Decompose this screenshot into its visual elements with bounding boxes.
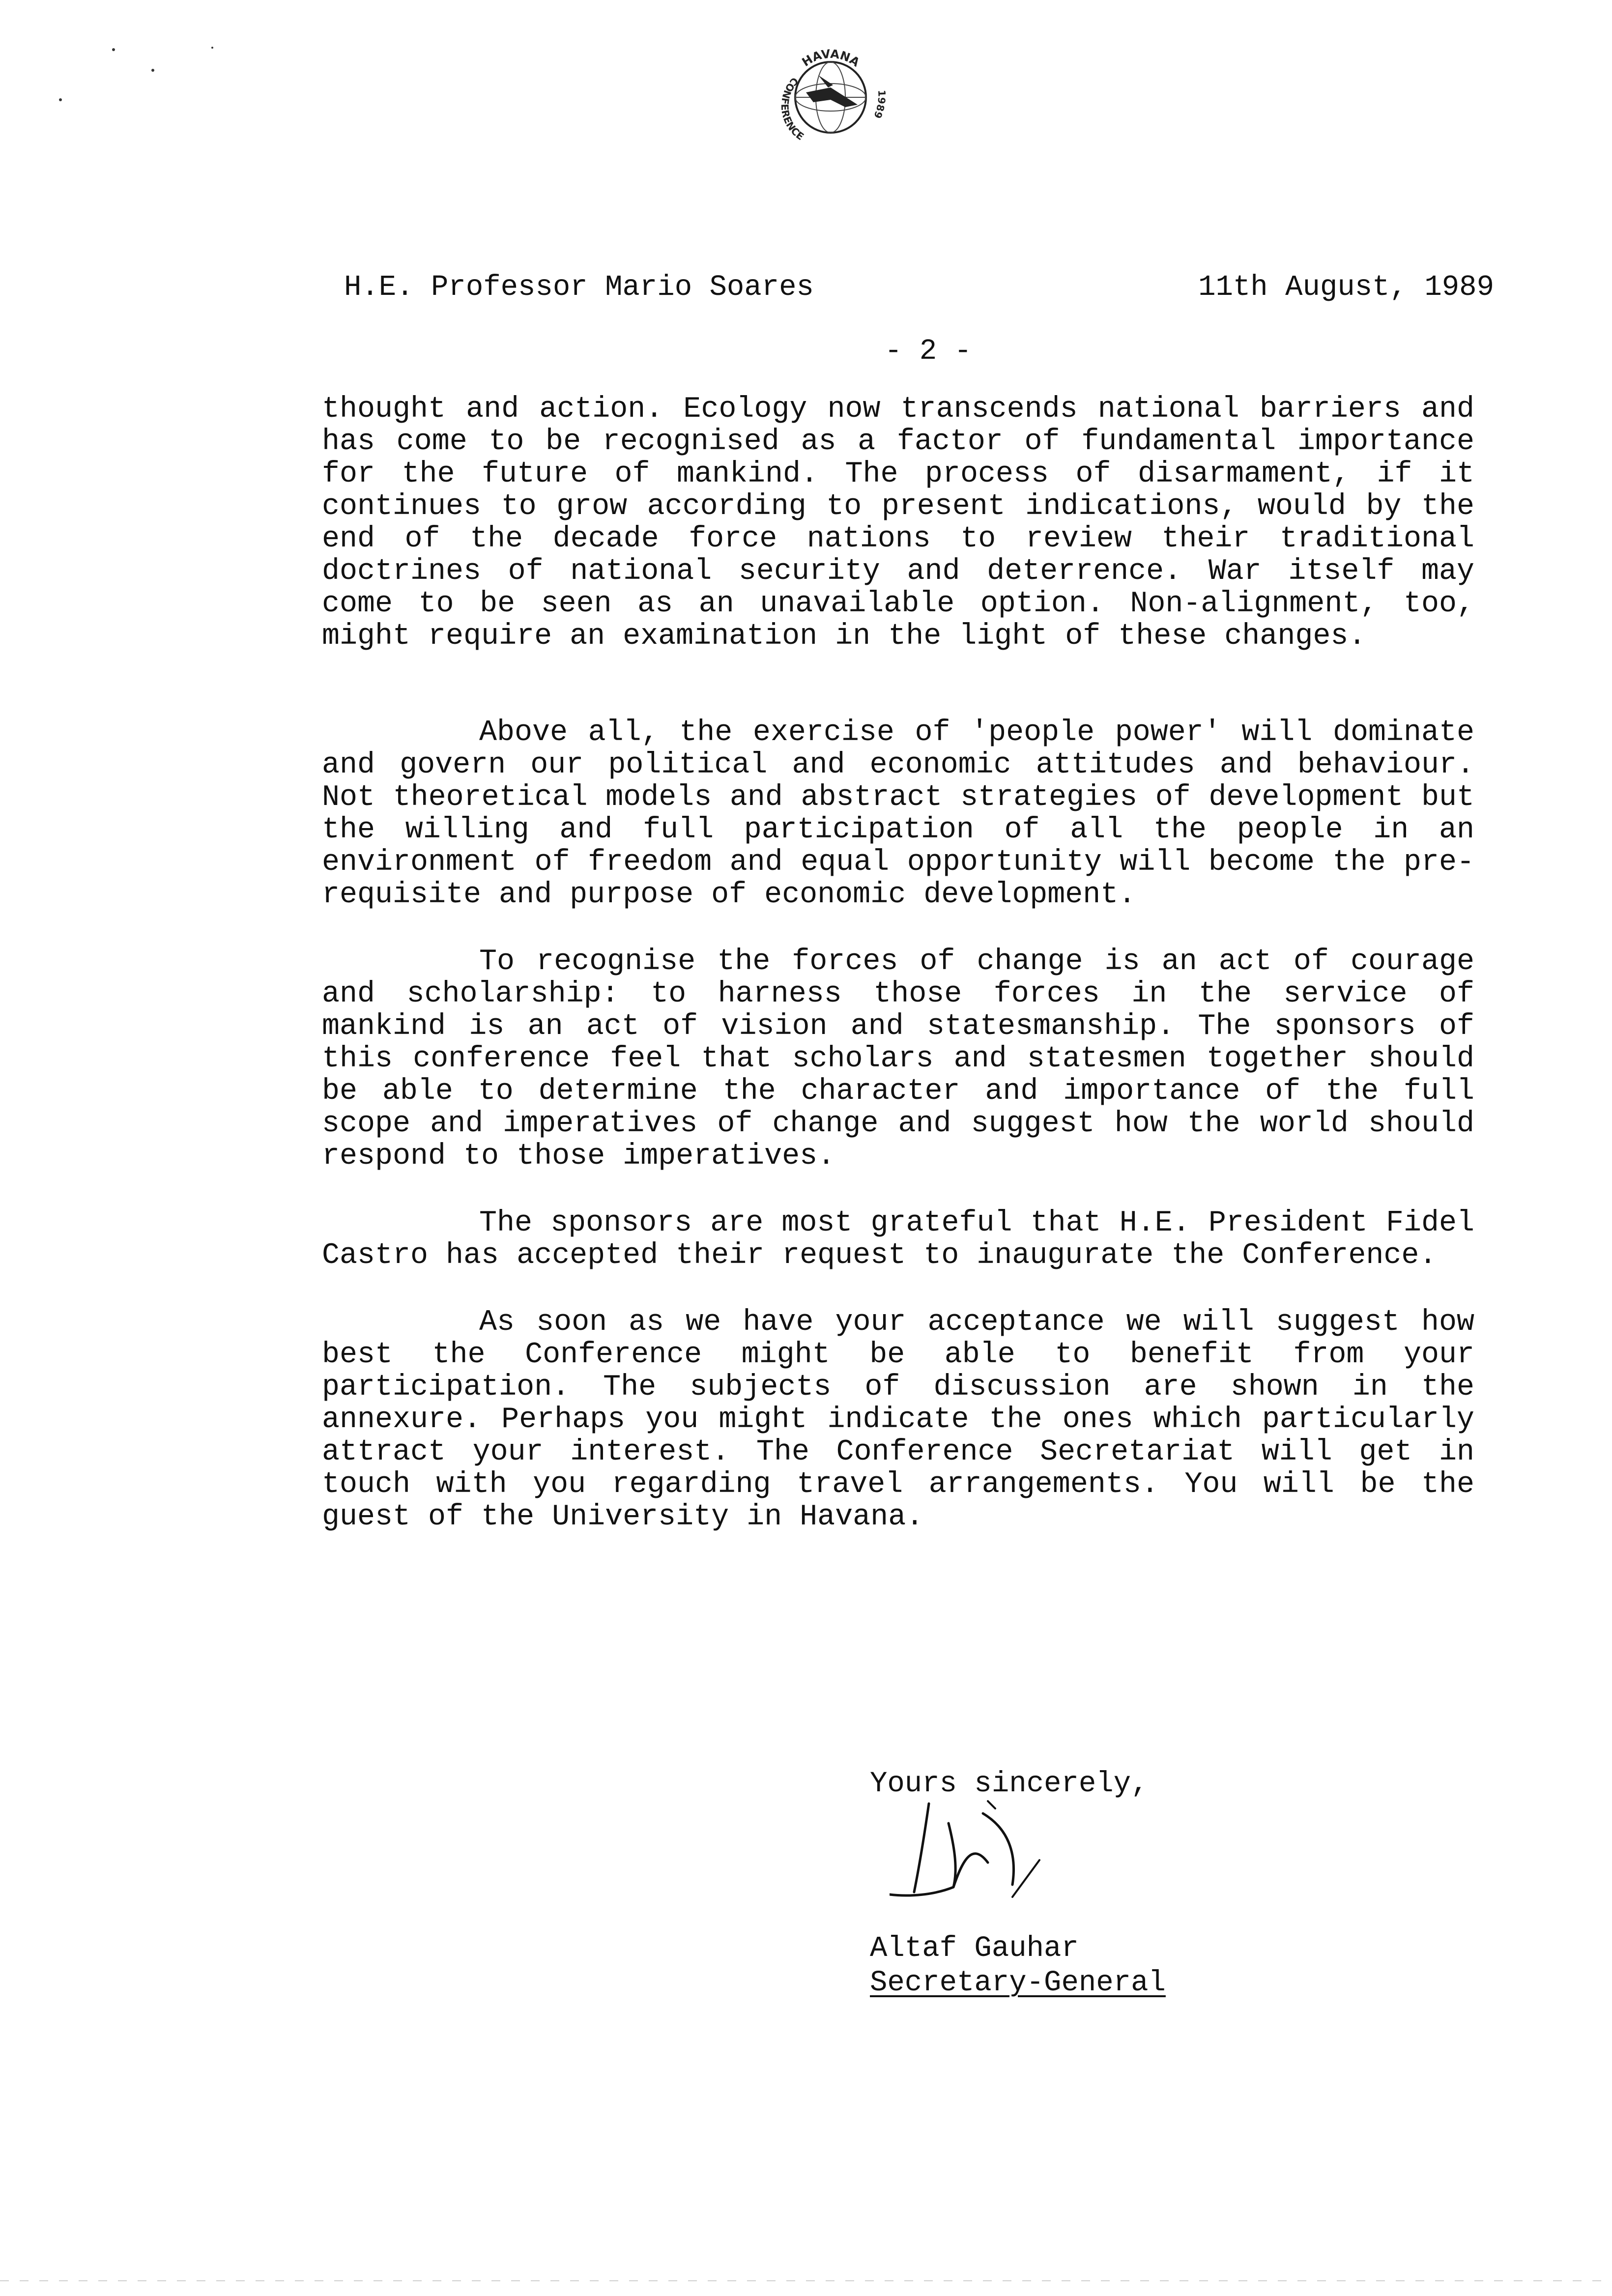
signature-icon	[890, 1799, 1096, 1936]
letter-header	[344, 268, 1494, 307]
svg-text:CONFERENCE	[779, 75, 806, 143]
body-paragraph: As soon as we have your acceptance we will suggest how best the Conference might be able to benefit from your participation. The subjects of discussion are shown in the annexure. Perhaps you might indicate the ones which particularly attract your interest. The Conference Secretariat will get in touch with you regarding travel arrangements. You will be the guest of the University in Havana.	[322, 1306, 1474, 1534]
body-paragraph: The sponsors are most grateful that H.E. President Fidel Castro has accepted their request to inaugurate the Conference.	[322, 1206, 1474, 1272]
letter-body	[322, 393, 1474, 1533]
speck	[59, 98, 62, 101]
body-paragraph: thought and action. Ecology now transcends national barriers and has come to be recognised as a factor of fundamental importance for the future of mankind. The process of disarmament, if it continues to grow according to present indications, would by the end of the decade force nations to review their traditional doctrines of national security and deterrence. War itself may come to be seen as an unavailable option. Non-alignment, too, might require an examination in the light of these changes.	[322, 393, 1474, 653]
body-paragraph: To recognise the forces of change is an act of courage and scholarship: to harness those forces in the service of mankind is an act of vision and statesmanship. The sponsors of this conference feel that scholars and statesmen together should be able to determine the character and importance of the full scope and imperatives of change and suggest how the world should respond to those imperatives.	[322, 945, 1474, 1173]
speck	[211, 47, 213, 49]
body-paragraph: Above all, the exercise of 'people power' will dominate and govern our political and economic attitudes and behaviour. Not theoretical models and abstract strategies of development but the willing and full participation of all the people in an environment of freedom and equal opportunity will become the pre-requisite and purpose of economic development.	[322, 716, 1474, 912]
svg-text:HAVANA	[800, 47, 863, 69]
letter-date: 11th August, 1989	[1198, 271, 1494, 304]
bottom-scan-edge	[0, 2280, 1612, 2281]
recipient-line: H.E. Professor Mario Soares	[344, 271, 814, 304]
logo-text-top: HAVANA	[799, 47, 863, 70]
globe-emblem-icon	[772, 38, 890, 156]
conference-logo	[772, 38, 890, 156]
speck	[112, 48, 115, 51]
speck	[151, 69, 154, 72]
signer-title: Secretary-General	[870, 1966, 1166, 1999]
logo-text-right: 1989	[871, 89, 888, 120]
svg-text:1989	[871, 89, 888, 120]
logo-text-left: CONFERENCE	[778, 75, 806, 143]
signer-name: Altaf Gauhar	[870, 1932, 1079, 1965]
page-number: - 2 -	[885, 335, 972, 368]
closing-salutation: Yours sincerely,	[870, 1767, 1149, 1800]
handwritten-signature	[890, 1799, 1096, 1936]
